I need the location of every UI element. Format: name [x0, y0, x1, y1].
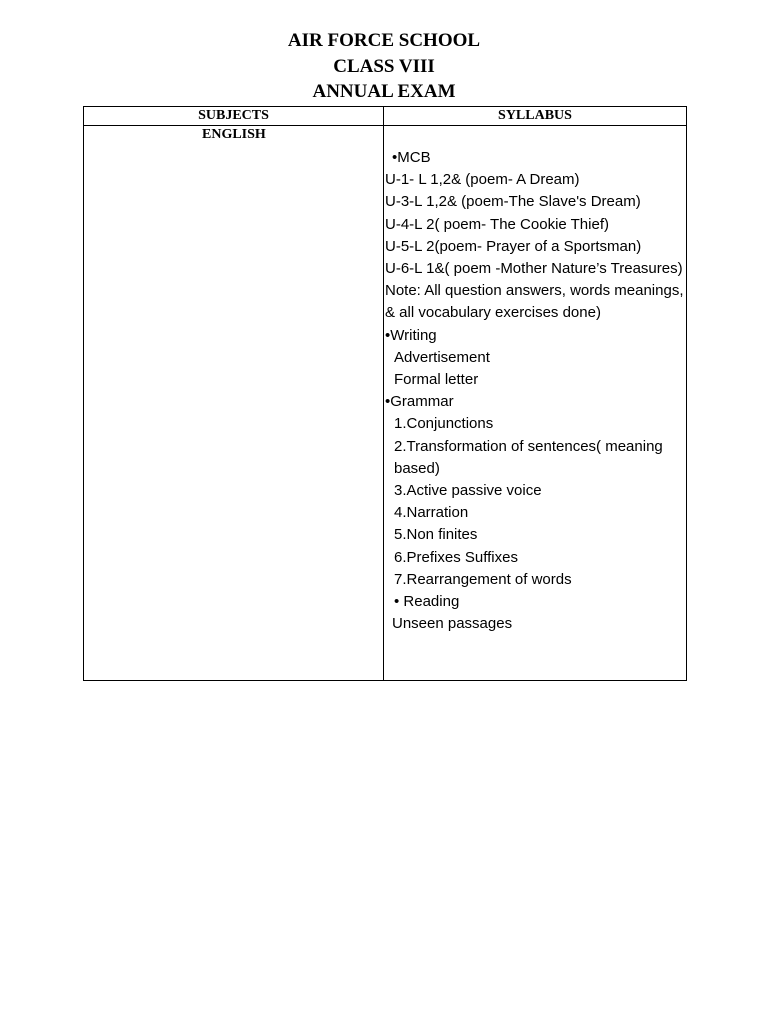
class-name: CLASS VIII [333, 56, 435, 77]
syllabus-line: 5.Non finites [394, 526, 478, 544]
exam-name: ANNUAL EXAM [312, 81, 456, 102]
subject-cell [84, 126, 384, 681]
syllabus-line: U-3-L 1,2& (poem-The Slave's Dream) [385, 193, 641, 211]
school-name: AIR FORCE SCHOOL [287, 30, 481, 51]
syllabus-line: 7.Rearrangement of words [394, 570, 572, 588]
syllabus-line: •MCB [392, 149, 431, 166]
syllabus-line: Note: All question answers, words meanings, & all vocabulary exercises done) [385, 282, 688, 322]
syllabus-line: U-4-L 2( poem- The Cookie Thief) [385, 215, 609, 233]
syllabus-line: Formal letter [394, 371, 479, 389]
syllabus-line: Unseen passages [392, 615, 513, 633]
syllabus-line: 3.Active passive voice [394, 482, 542, 500]
subjects-header: SUBJECTS [84, 107, 384, 126]
syllabus-line: U-1- L 1,2& (poem- A Dream) [385, 171, 580, 189]
table-header-row [84, 107, 687, 126]
syllabus-line: 4.Narration [394, 504, 469, 522]
syllabus-line: Advertisement [394, 348, 490, 366]
syllabus-line: 2.Transformation of sentences( meaning based) [394, 437, 667, 477]
syllabus-header: SYLLABUS [384, 107, 687, 126]
syllabus-content [384, 126, 686, 635]
subject-name: ENGLISH [202, 127, 266, 142]
syllabus-line: U-5-L 2(poem- Prayer of a Sportsman) [385, 237, 642, 255]
syllabus-line: 6.Prefixes Suffixes [394, 548, 518, 566]
syllabus-cell [384, 126, 687, 681]
syllabus-line: •Writing [385, 326, 437, 344]
syllabus-line: •Grammar [385, 393, 454, 411]
syllabus-line: • Reading [394, 593, 460, 611]
syllabus-line: 1.Conjunctions [394, 415, 494, 433]
syllabus-table [83, 106, 687, 681]
table-row [84, 126, 687, 681]
syllabus-line: U-6-L 1&( poem -Mother Nature’s Treasures) [385, 260, 683, 278]
